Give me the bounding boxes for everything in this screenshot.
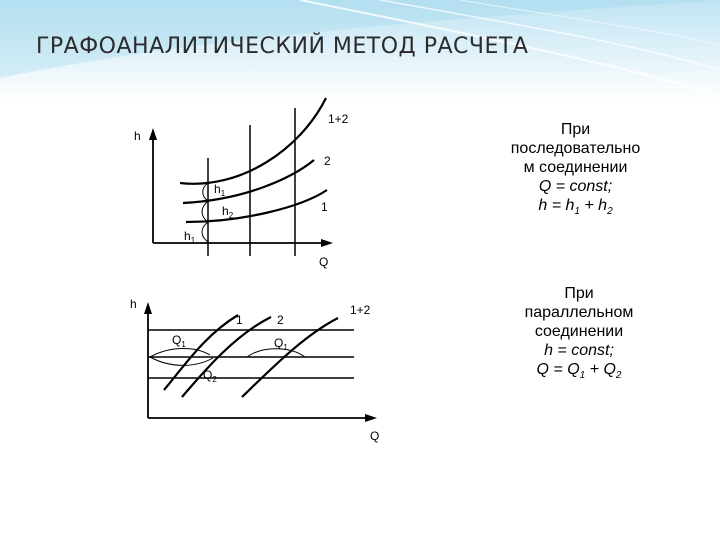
bottom-arc-q1-left bbox=[150, 348, 210, 357]
top-curve-label-1plus2: 1+2 bbox=[328, 112, 349, 126]
bottom-segment-label-q2: $Q_2$ bbox=[203, 368, 217, 384]
diagram-series bbox=[149, 98, 333, 256]
bottom-curve-label-2: 2 bbox=[277, 313, 284, 327]
bottom-arc-q2 bbox=[150, 357, 213, 365]
note-series-formula-1: Q = const; bbox=[538, 178, 613, 195]
bottom-y-axis-label: h bbox=[130, 297, 137, 311]
note-series-connection bbox=[488, 120, 663, 221]
note-parallel-formula-1: h = const; bbox=[544, 342, 614, 359]
top-bracket-h1-upper bbox=[203, 183, 208, 201]
note-series-line-2: последовательно bbox=[510, 140, 641, 157]
bottom-segment-label-q1-right: $Q_1$ bbox=[274, 336, 288, 352]
note-series-line-5 bbox=[488, 196, 663, 221]
slide-title: ГРАФОАНАЛИТИЧЕСКИЙ МЕТОД РАСЧЕТА bbox=[36, 34, 529, 59]
note-parallel-connection bbox=[494, 284, 664, 385]
note-series-line-1: При bbox=[560, 121, 591, 138]
note-parallel-line-5 bbox=[494, 360, 664, 385]
bottom-curve-label-1plus2: 1+2 bbox=[350, 303, 371, 317]
note-series-formula-2: $h = h_1 + h_2$ bbox=[538, 197, 613, 218]
top-bracket-h2 bbox=[202, 201, 208, 222]
top-y-axis-label: h bbox=[134, 129, 141, 143]
top-curve-1 bbox=[186, 190, 327, 222]
top-curve-1plus2 bbox=[180, 98, 326, 184]
note-parallel-line-3: соединении bbox=[534, 323, 624, 340]
bottom-x-axis-label: Q bbox=[370, 429, 380, 443]
bottom-curve-label-1: 1 bbox=[236, 313, 243, 327]
top-segment-label-h1-lower: $h_1$ bbox=[184, 229, 196, 245]
diagram-series-labels bbox=[134, 112, 349, 269]
bottom-y-arrow bbox=[144, 302, 152, 314]
note-series-line-4 bbox=[488, 177, 663, 196]
top-curve-label-1: 1 bbox=[321, 200, 328, 214]
note-parallel-formula-2: $Q = Q_1 + Q_2$ bbox=[536, 361, 622, 382]
top-x-arrow bbox=[321, 239, 333, 247]
top-x-axis-label: Q bbox=[319, 255, 329, 269]
diagram-parallel-labels bbox=[130, 297, 379, 443]
note-parallel-line-4 bbox=[494, 341, 664, 360]
note-parallel-line-1: При bbox=[564, 285, 594, 302]
diagram-parallel bbox=[144, 302, 377, 422]
top-bracket-h1-lower bbox=[202, 222, 208, 242]
top-segment-label-h2: $h_2$ bbox=[222, 204, 234, 220]
top-y-arrow bbox=[149, 128, 157, 140]
bottom-x-arrow bbox=[365, 414, 377, 422]
bottom-segment-label-q1-left: $Q_1$ bbox=[172, 333, 186, 349]
top-curve-label-2: 2 bbox=[324, 154, 331, 168]
note-series-line-3: м соединении bbox=[523, 159, 628, 176]
top-segment-label-h1-upper: $h_1$ bbox=[214, 182, 226, 198]
note-parallel-line-2: параллельном bbox=[524, 304, 634, 321]
